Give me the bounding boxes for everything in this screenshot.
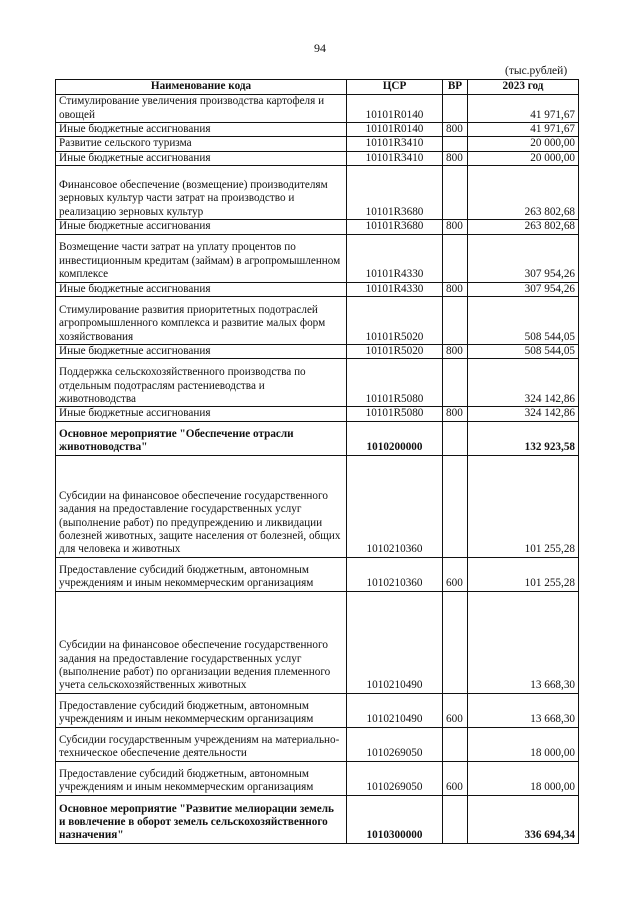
row-sum: 324 142,86 — [468, 407, 579, 421]
row-name: Субсидии государственным учреждениям на материально-техническое обеспечение деятельности — [56, 727, 347, 761]
table-row — [56, 693, 579, 727]
row-csr: 1010300000 — [347, 795, 443, 843]
row-sum: 18 000,00 — [468, 727, 579, 761]
row-csr: 10101R4330 — [347, 282, 443, 296]
row-vr — [443, 234, 468, 282]
row-csr: 1010269050 — [347, 761, 443, 795]
row-vr — [443, 727, 468, 761]
row-sum: 20 000,00 — [468, 151, 579, 165]
row-vr: 800 — [443, 407, 468, 421]
row-name: Иные бюджетные ассигнования — [56, 282, 347, 296]
table-row — [56, 407, 579, 421]
table-row — [56, 591, 579, 693]
row-name: Иные бюджетные ассигнования — [56, 407, 347, 421]
row-csr: 10101R4330 — [347, 234, 443, 282]
row-name: Субсидии на финансовое обеспечение государственного задания на предоставление государственных услуг (выполнение работ) по организации ведения племенного учета сельскохозяйственных животных — [56, 591, 347, 693]
row-sum: 307 954,26 — [468, 234, 579, 282]
row-vr — [443, 795, 468, 843]
row-csr: 10101R0140 — [347, 95, 443, 123]
row-sum: 263 802,68 — [468, 166, 579, 220]
row-name: Стимулирование увеличения производства картофеля и овощей — [56, 95, 347, 123]
row-sum: 263 802,68 — [468, 220, 579, 234]
row-sum: 20 000,00 — [468, 137, 579, 151]
row-name: Финансовое обеспечение (возмещение) производителям зерновых культур части затрат на производство и реализацию зерновых культур — [56, 166, 347, 220]
row-csr: 10101R3680 — [347, 220, 443, 234]
row-name: Развитие сельского туризма — [56, 137, 347, 151]
row-sum: 307 954,26 — [468, 282, 579, 296]
header-vr: ВР — [443, 80, 468, 95]
row-csr: 1010210360 — [347, 455, 443, 557]
row-csr: 10101R3680 — [347, 166, 443, 220]
row-sum: 508 544,05 — [468, 345, 579, 359]
row-csr: 10101R5080 — [347, 359, 443, 407]
row-vr — [443, 137, 468, 151]
row-vr — [443, 455, 468, 557]
table-row — [56, 297, 579, 345]
row-sum: 13 668,30 — [468, 591, 579, 693]
row-csr: 10101R3410 — [347, 137, 443, 151]
row-name: Стимулирование развития приоритетных подотраслей агропромышленного комплекса и развитие малых форм хозяйствования — [56, 297, 347, 345]
row-vr: 800 — [443, 345, 468, 359]
table-row — [56, 123, 579, 137]
row-name: Иные бюджетные ассигнования — [56, 220, 347, 234]
row-vr: 600 — [443, 761, 468, 795]
table-row — [56, 95, 579, 123]
table-row — [56, 137, 579, 151]
row-vr: 800 — [443, 151, 468, 165]
row-vr: 600 — [443, 557, 468, 591]
row-csr: 10101R5020 — [347, 345, 443, 359]
row-name: Предоставление субсидий бюджетным, автономным учреждениям и иным некоммерческим организациям — [56, 693, 347, 727]
row-csr: 1010200000 — [347, 421, 443, 455]
row-vr — [443, 421, 468, 455]
row-csr: 1010210490 — [347, 591, 443, 693]
row-vr: 800 — [443, 220, 468, 234]
row-csr: 10101R5080 — [347, 407, 443, 421]
budget-table — [55, 79, 579, 844]
row-vr — [443, 95, 468, 123]
row-vr: 600 — [443, 693, 468, 727]
row-name: Иные бюджетные ассигнования — [56, 345, 347, 359]
table-row — [56, 282, 579, 296]
header-year: 2023 год — [468, 80, 579, 95]
row-csr: 10101R5020 — [347, 297, 443, 345]
row-sum: 18 000,00 — [468, 761, 579, 795]
table-header-row — [56, 80, 579, 95]
row-csr: 1010210360 — [347, 557, 443, 591]
table-row — [56, 761, 579, 795]
row-name: Предоставление субсидий бюджетным, автономным учреждениям и иным некоммерческим организациям — [56, 557, 347, 591]
row-csr: 10101R3410 — [347, 151, 443, 165]
row-csr: 1010210490 — [347, 693, 443, 727]
page-number: 94 — [314, 41, 326, 55]
row-vr — [443, 297, 468, 345]
table-row — [56, 345, 579, 359]
table-row — [56, 151, 579, 165]
row-vr — [443, 591, 468, 693]
row-name: Поддержка сельскохозяйственного производства по отдельным подотраслям растениеводства и животноводства — [56, 359, 347, 407]
table-row — [56, 557, 579, 591]
row-name: Основное мероприятие "Обеспечение отрасли животноводства" — [56, 421, 347, 455]
row-sum: 41 971,67 — [468, 95, 579, 123]
row-name: Возмещение части затрат на уплату процентов по инвестиционным кредитам (займам) в агропромышленном комплексе — [56, 234, 347, 282]
header-name: Наименование кода — [56, 80, 347, 95]
row-sum: 324 142,86 — [468, 359, 579, 407]
row-vr: 800 — [443, 123, 468, 137]
row-sum: 132 923,58 — [468, 421, 579, 455]
row-name: Основное мероприятие "Развитие мелиорации земель и вовлечение в оборот земель сельскохозяйственного назначения" — [56, 795, 347, 843]
unit-note: (тыс.рублей) — [505, 65, 568, 77]
table-row — [56, 359, 579, 407]
row-csr: 1010269050 — [347, 727, 443, 761]
header-csr: ЦСР — [347, 80, 443, 95]
table-row — [56, 220, 579, 234]
table-row — [56, 234, 579, 282]
row-sum: 101 255,28 — [468, 557, 579, 591]
row-csr: 10101R0140 — [347, 123, 443, 137]
row-vr: 800 — [443, 282, 468, 296]
row-name: Субсидии на финансовое обеспечение государственного задания на предоставление государственных услуг (выполнение работ) по предупреждению и ликвидации болезней животных, защите населения от болезней, общих для человека и животных — [56, 455, 347, 557]
table-row — [56, 795, 579, 843]
row-name: Предоставление субсидий бюджетным, автономным учреждениям и иным некоммерческим организациям — [56, 761, 347, 795]
row-sum: 508 544,05 — [468, 297, 579, 345]
row-vr — [443, 359, 468, 407]
table-row — [56, 421, 579, 455]
row-sum: 336 694,34 — [468, 795, 579, 843]
row-name: Иные бюджетные ассигнования — [56, 151, 347, 165]
row-name: Иные бюджетные ассигнования — [56, 123, 347, 137]
row-sum: 101 255,28 — [468, 455, 579, 557]
row-vr — [443, 166, 468, 220]
row-sum: 13 668,30 — [468, 693, 579, 727]
table-row — [56, 455, 579, 557]
table-row — [56, 166, 579, 220]
table-row — [56, 727, 579, 761]
row-sum: 41 971,67 — [468, 123, 579, 137]
